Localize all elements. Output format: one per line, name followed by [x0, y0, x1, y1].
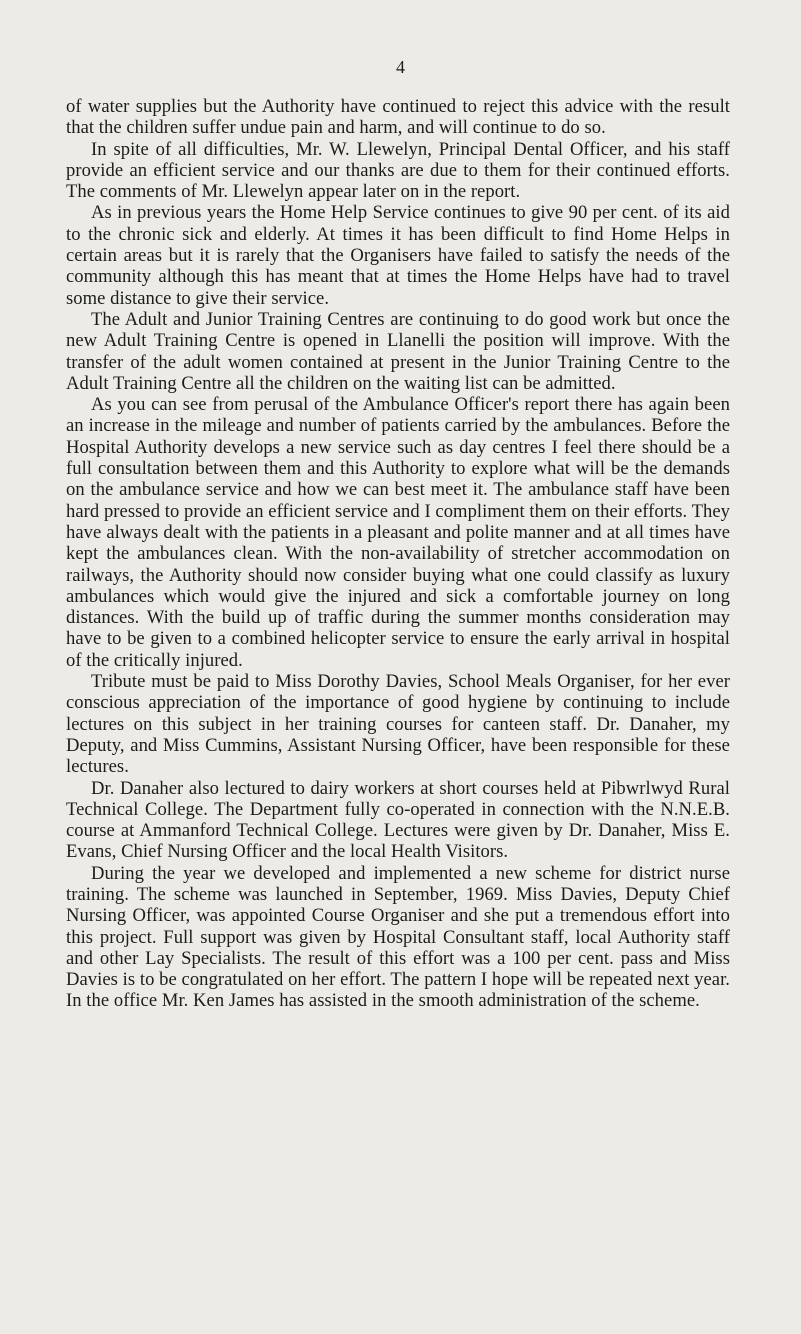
paragraph-lectures: Dr. Danaher also lectured to dairy workers at short courses held at Pibwrlwyd Rural Technical College. The Department fully co-operated in connection with the N.N.E.B. course at Ammanford Technical College. Lectures were given by Dr. Danaher, Miss E. Evans, Chief Nursing Officer and the local Health Visitors. [66, 777, 730, 863]
paragraph-dental-service: In spite of all difficulties, Mr. W. Llewelyn, Principal Dental Officer, and his staff provide an efficient service and our thanks are due to them for their continued efforts. The comments of Mr. Llewelyn appear later on in the report. [66, 138, 730, 203]
report-body [66, 96, 730, 1012]
paragraph-home-help: As in previous years the Home Help Service continues to give 90 per cent. of its aid to the chronic sick and elderly. At times it has been difficult to find Home Helps in certain areas but it is rarely that the Organisers have failed to satisfy the needs of the community although this has meant that at times the Home Helps have had to travel some distance to give their service. [66, 202, 730, 309]
paragraph-school-meals: Tribute must be paid to Miss Dorothy Davies, School Meals Organiser, for her ever conscious appreciation of the importance of good hygiene by continuing to include lectures on this subject in her training courses for canteen staff. Dr. Danaher, my Deputy, and Miss Cummins, Assistant Nursing Officer, have been responsible for these lectures. [66, 671, 730, 778]
paragraph-water-supplies: of water supplies but the Authority have continued to reject this advice with the result that the children suffer undue pain and harm, and will continue to do so. [66, 96, 730, 139]
paragraph-ambulance: As you can see from perusal of the Ambulance Officer's report there has again been an increase in the mileage and number of patients carried by the ambulances. Before the Hospital Authority develops a new service such as day centres I feel there should be a full consultation between them and this Authority to explore what will be the demands on the ambulance service and how we can best meet it. The ambulance staff have been hard pressed to provide an efficient service and I compliment them on their efforts. They have always dealt with the patients in a pleasant and polite manner and at all times have kept the ambulances clean. With the non-availability of stretcher accommodation on railways, the Authority should now consider buying what one could classify as luxury ambulances which would give the injured and sick a comfortable journey on long distances. With the build up of traffic during the summer months consideration may have to be given to a combined helicopter service to ensure the early arrival in hospital of the critically injured. [66, 394, 730, 671]
paragraph-nurse-training: During the year we developed and implemented a new scheme for district nurse training. The scheme was launched in September, 1969. Miss Davies, Deputy Chief Nursing Officer, was appointed Course Organiser and she put a tremendous effort into this project. Full support was given by Hospital Consultant staff, local Authority staff and other Lay Specialists. The result of this effort was a 100 per cent. pass and Miss Davies is to be congratulated on her effort. The pattern I hope will be repeated next year. In the office Mr. Ken James has assisted in the smooth administration of the scheme. [66, 862, 730, 1012]
page-number: 4 [396, 57, 405, 77]
paragraph-training-centres: The Adult and Junior Training Centres are continuing to do good work but once the new Adult Training Centre is opened in Llanelli the position will improve. With the transfer of the adult women contained at present in the Junior Training Centre to the Adult Training Centre all the children on the waiting list can be admitted. [66, 308, 730, 394]
